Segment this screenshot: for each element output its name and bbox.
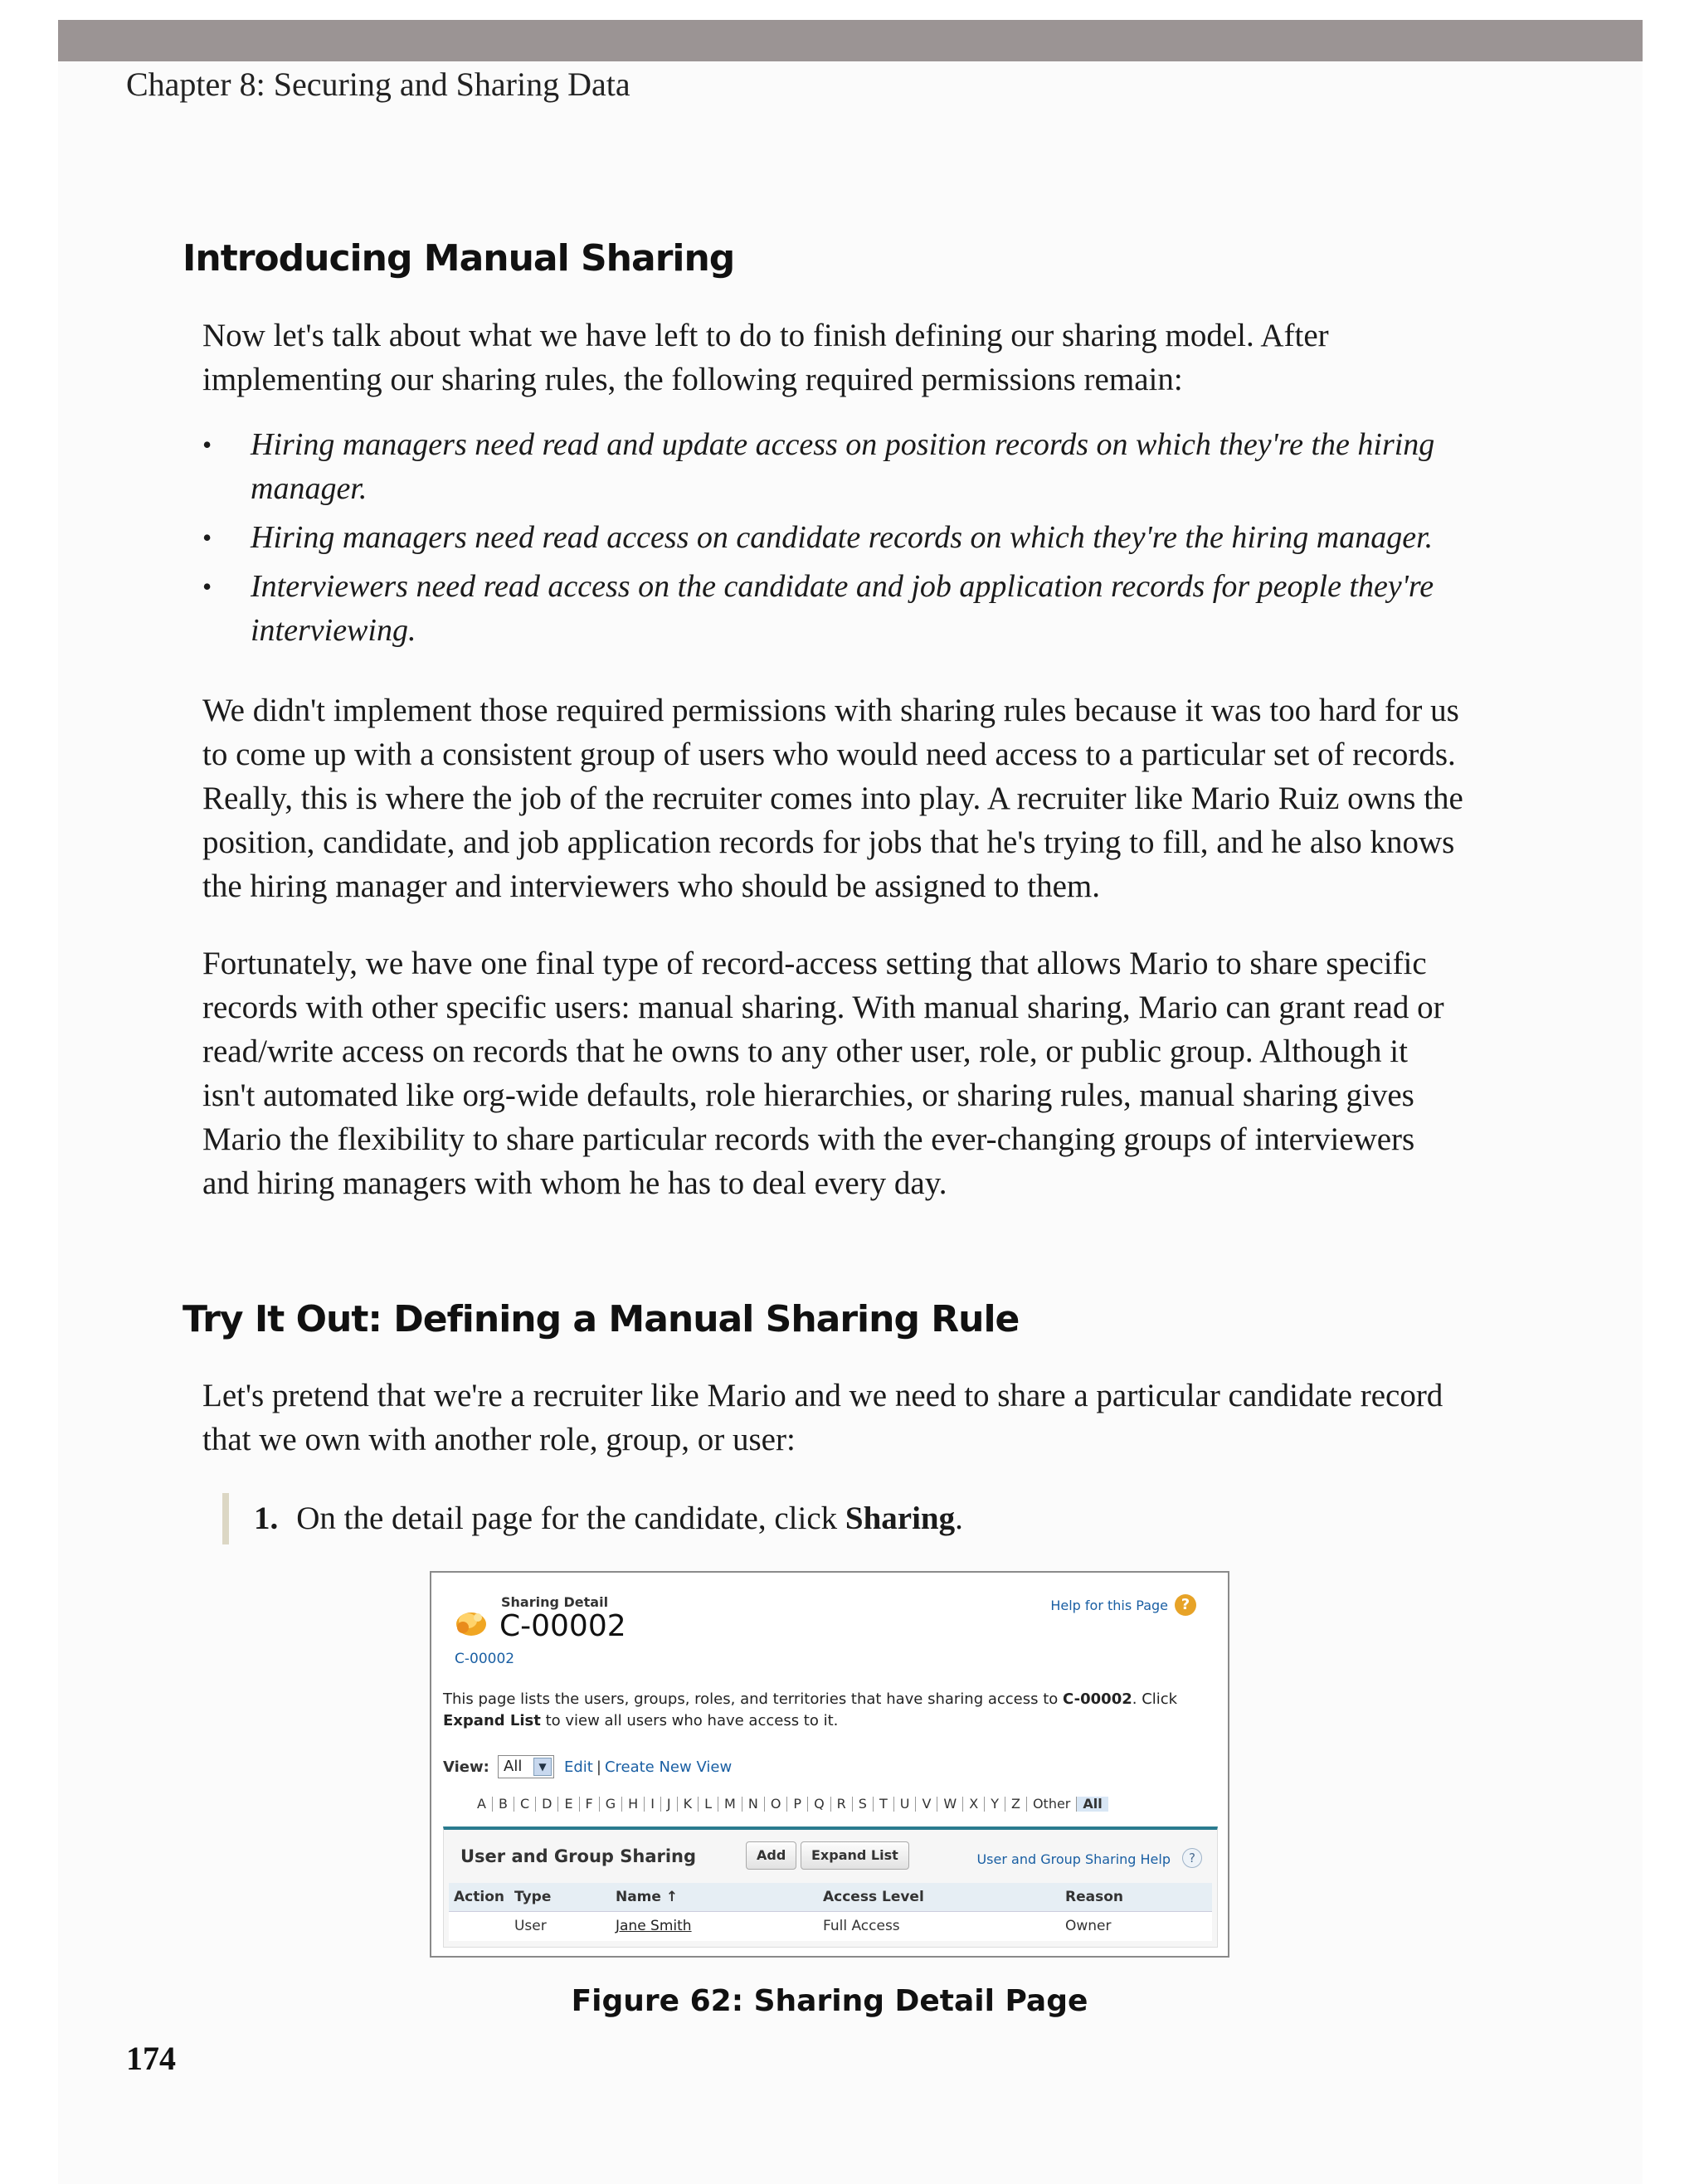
column-header-reason: Reason [1060, 1883, 1212, 1911]
paragraph-sharing-rules: We didn't implement those required permissions with sharing rules because it was too hard for us to come up with a consistent group of users who would need access to a particular set of records. Really, this is where the job of the recruiter comes into play. A recruiter like Mario Ruiz owns the position, candidate, and job application records for jobs that he's trying to fill, and he also knows the hiring manager and interviewers who should be assigned to them. [202, 693, 1463, 904]
bullet-icon: • [202, 523, 212, 552]
alphabet-filter-item[interactable]: P [787, 1797, 808, 1812]
bullet-icon: • [202, 572, 212, 601]
column-header-type: Type [509, 1883, 611, 1911]
panel-help-link[interactable]: User and Group Sharing Help [976, 1851, 1171, 1867]
step-number: 1. [254, 1501, 279, 1536]
chevron-down-icon[interactable]: ▼ [533, 1758, 552, 1776]
help-icon[interactable]: ? [1182, 1848, 1202, 1868]
column-header-access-level: Access Level [818, 1883, 1060, 1911]
help-link[interactable]: Help for this Page [1050, 1598, 1168, 1613]
alphabet-filter-item[interactable]: B [493, 1797, 514, 1812]
alphabet-filter-item[interactable]: V [916, 1797, 937, 1812]
edit-view-link[interactable]: Edit [564, 1758, 593, 1776]
alphabet-filter-item[interactable]: K [678, 1797, 699, 1812]
alphabet-filter-item[interactable]: All [1077, 1797, 1108, 1812]
view-select[interactable]: All ▼ [498, 1755, 554, 1778]
cell-name [611, 1911, 818, 1941]
panel-title: User and Group Sharing [460, 1846, 697, 1866]
cell-action [449, 1911, 509, 1941]
alphabet-filter-item[interactable]: T [874, 1797, 894, 1812]
alphabet-filter-item[interactable]: U [894, 1797, 917, 1812]
list-item: • Hiring managers need read access on candidate records on which they're the hiring manager. [202, 516, 1463, 560]
sharing-detail-screenshot [430, 1571, 1229, 1958]
alphabet-filter-item[interactable]: D [536, 1797, 558, 1812]
sharing-table [449, 1883, 1212, 1941]
chapter-title: Chapter 8: Securing and Sharing Data [126, 66, 630, 103]
column-header-name[interactable]: Name ↑ [611, 1883, 818, 1911]
list-item: • Hiring managers need read and update access on position records on which they're the hiring manager. [202, 423, 1463, 511]
record-title: C-00002 [499, 1609, 626, 1643]
alphabet-filter-item[interactable]: W [937, 1797, 963, 1812]
user-link[interactable]: Jane Smith [615, 1918, 692, 1935]
breadcrumb-link[interactable]: C-00002 [455, 1651, 515, 1667]
alphabet-filter-item[interactable]: J [661, 1797, 678, 1812]
page-number: 174 [126, 2040, 176, 2077]
alphabet-filter-item[interactable]: Y [985, 1797, 1005, 1812]
step-1: 1. On the detail page for the candidate, click Sharing. [222, 1493, 1301, 1544]
cell-reason: Owner [1060, 1911, 1212, 1941]
alphabet-filter-item[interactable]: F [580, 1797, 600, 1812]
alphabet-filter-item[interactable]: M [718, 1797, 742, 1812]
section-heading-try-it-out: Try It Out: Defining a Manual Sharing Rule [183, 1298, 1020, 1340]
alphabet-filter-item[interactable]: S [853, 1797, 874, 1812]
alphabet-filter-item[interactable]: G [600, 1797, 622, 1812]
intro-paragraph: Now let's talk about what we have left to do to finish defining our sharing model. After implementing our sharing rules, the following required permissions remain: [202, 318, 1329, 397]
alphabet-filter [471, 1797, 1108, 1812]
step-action: Sharing [845, 1501, 956, 1536]
page-subtitle: Sharing Detail [501, 1594, 609, 1610]
alphabet-filter-item[interactable]: Q [808, 1797, 831, 1812]
cell-access: Full Access [818, 1911, 1060, 1941]
header-bar [58, 20, 1643, 61]
column-header-action: Action [449, 1883, 509, 1911]
alphabet-filter-item[interactable]: L [699, 1797, 718, 1812]
list-item: • Interviewers need read access on the candidate and job application records for people they're interviewing. [202, 565, 1463, 653]
alphabet-filter-item[interactable]: O [765, 1797, 788, 1812]
candidate-icon [450, 1604, 489, 1641]
alphabet-filter-item[interactable]: N [742, 1797, 765, 1812]
alphabet-filter-item[interactable]: X [963, 1797, 985, 1812]
expand-list-button[interactable]: Expand List [801, 1841, 909, 1870]
paragraph-manual-sharing: Fortunately, we have one final type of record-access setting that allows Mario to share specific records with other specific users: manual sharing. With manual sharing, Mario can grant read or read/write access on records that he owns to any other user, role, or public group. Although it isn't automated like org-wide defaults, role hierarchies, or sharing rules, manual sharing gives Mario the flexibility to share particular records with the ever-changing groups of interviewers and hiring managers with whom he has to deal every day. [202, 946, 1444, 1201]
sharing-description: This page lists the users, groups, roles, and territories that have sharing access to C-00002. Click Expand List to view all users who have access to it. [443, 1690, 1178, 1729]
permissions-list [202, 423, 1463, 658]
alphabet-filter-item[interactable]: Z [1005, 1797, 1027, 1812]
alphabet-filter-item[interactable]: I [645, 1797, 661, 1812]
table-row [449, 1911, 1212, 1941]
help-icon[interactable]: ? [1175, 1594, 1196, 1616]
alphabet-filter-item[interactable]: A [471, 1797, 493, 1812]
bullet-icon: • [202, 430, 212, 460]
alphabet-filter-item[interactable]: H [622, 1797, 645, 1812]
alphabet-filter-item[interactable]: E [558, 1797, 579, 1812]
alphabet-filter-item[interactable]: Other [1027, 1797, 1077, 1812]
try-it-intro: Let's pretend that we're a recruiter like Mario and we need to share a particular candidate record that we own with another role, group, or user: [202, 1378, 1443, 1457]
create-view-link[interactable]: Create New View [604, 1758, 733, 1776]
step-text: On the detail page for the candidate, click [296, 1501, 845, 1536]
alphabet-filter-item[interactable]: R [831, 1797, 853, 1812]
view-label: View: [443, 1758, 489, 1776]
cell-type: User [509, 1911, 611, 1941]
add-button[interactable]: Add [746, 1841, 796, 1870]
user-group-sharing-panel [443, 1826, 1218, 1948]
view-links: Edit | Create New View [564, 1758, 733, 1776]
section-heading-manual-sharing: Introducing Manual Sharing [183, 237, 735, 280]
alphabet-filter-item[interactable]: C [514, 1797, 536, 1812]
figure-caption: Figure 62: Sharing Detail Page [571, 1984, 1088, 2018]
